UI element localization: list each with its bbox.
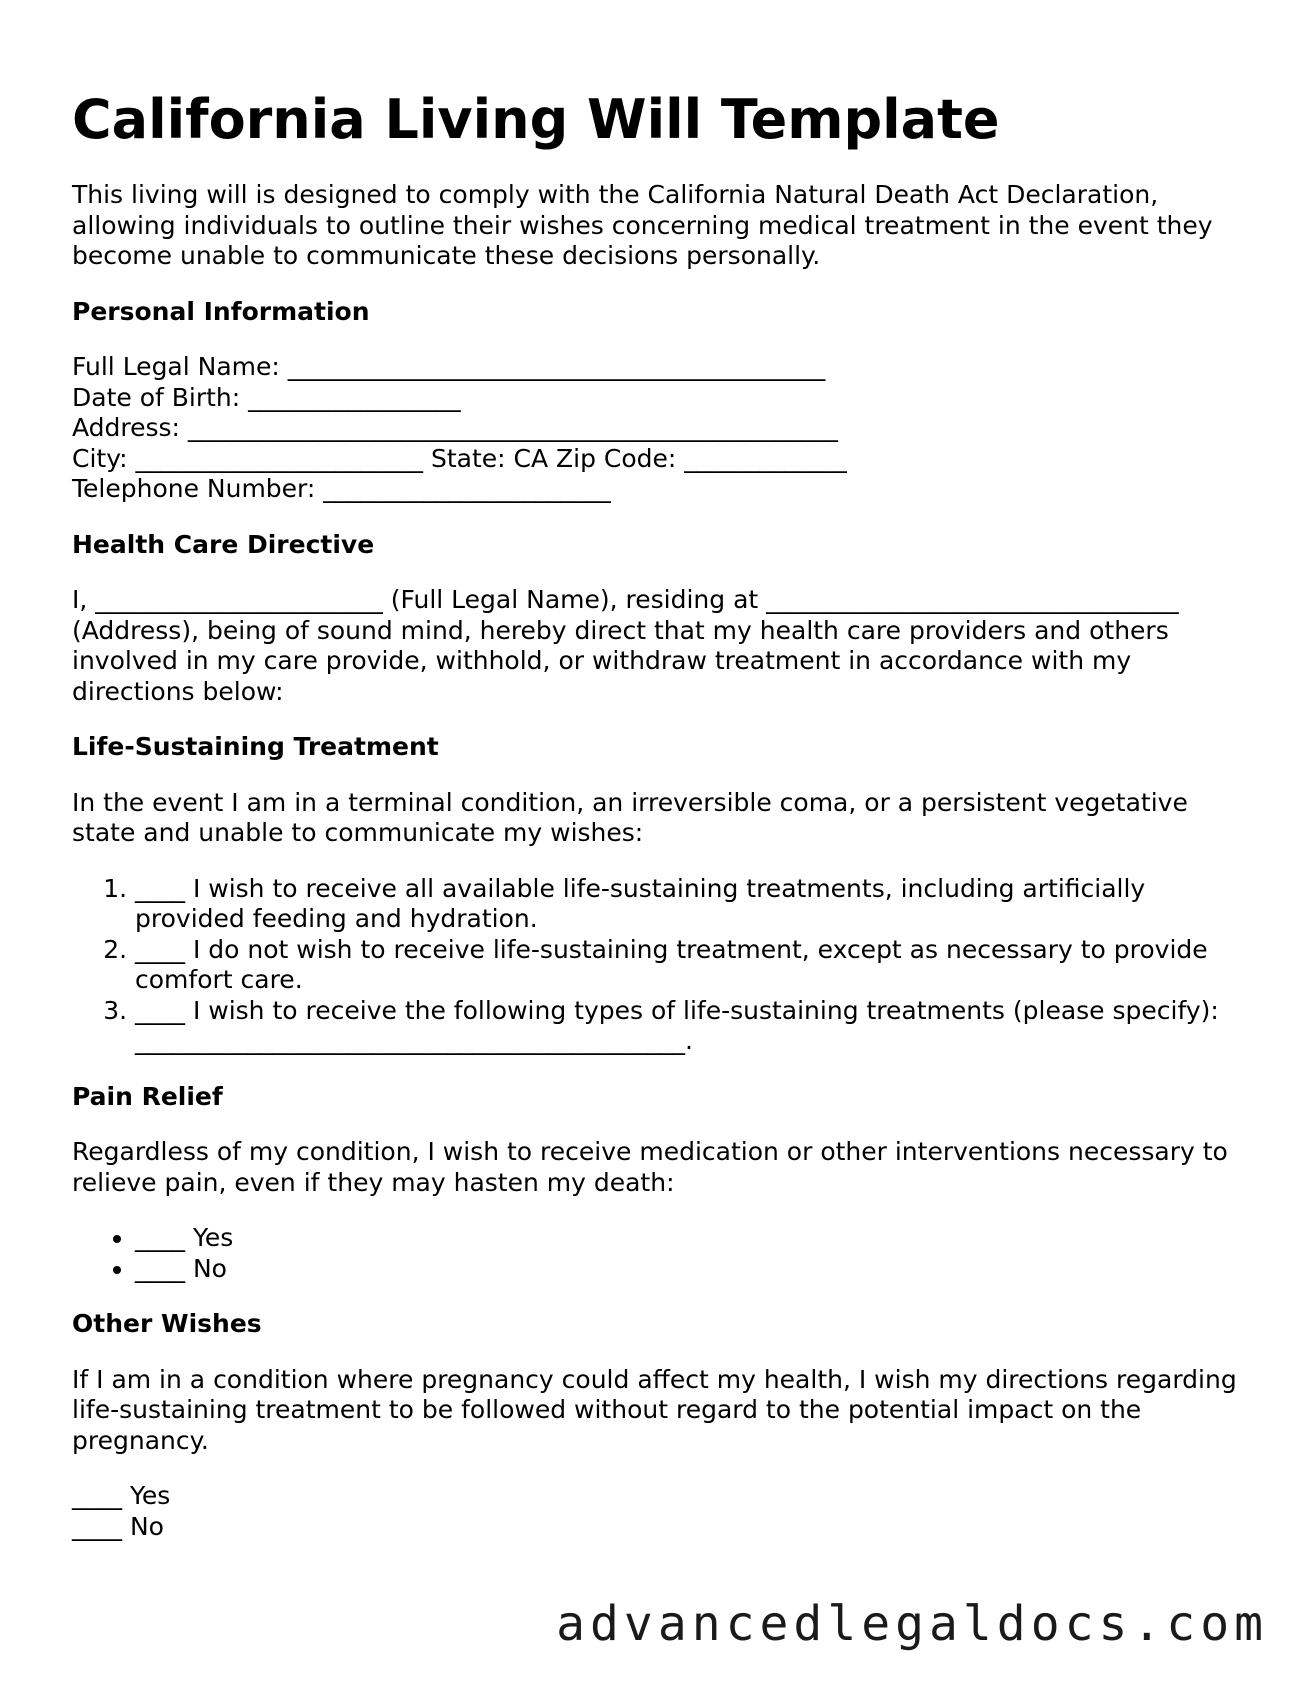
- address-field[interactable]: Address: ____________________________________________________: [72, 413, 838, 442]
- other-wishes-heading: Other Wishes: [72, 1309, 262, 1338]
- full-name-field[interactable]: Full Legal Name: ___________________________________________: [72, 352, 826, 381]
- life-sustaining-option-comfort[interactable]: 2. ____ I do not wish to receive life-sustaining treatment, except as necessary to provide comfort care.: [135, 935, 1242, 996]
- pain-relief-paragraph: Regardless of my condition, I wish to receive medication or other interventions necessary to relieve pain, even if they may hasten my death:: [72, 1137, 1228, 1197]
- document-title: California Living Will Template: [72, 88, 1000, 151]
- pain-relief-yes[interactable]: • ____ Yes: [135, 1223, 1242, 1254]
- life-sustaining-heading: Life-Sustaining Treatment: [72, 732, 439, 761]
- city-state-zip-field[interactable]: City: _______________________ State: CA Zip Code: _____________: [72, 443, 847, 473]
- life-sustaining-options: [72, 874, 1242, 1057]
- pain-relief-heading: Pain Relief: [72, 1081, 223, 1111]
- pain-relief-no[interactable]: • ____ No: [135, 1254, 1242, 1285]
- pain-relief-options: [72, 1223, 1242, 1284]
- life-sustaining-paragraph: In the event I am in a terminal condition, an irreversible coma, or a persistent vegetative state and unable to communicate my wishes:: [72, 787, 1188, 847]
- telephone-field[interactable]: Telephone Number: _______________________: [72, 474, 611, 503]
- other-wishes-options: [72, 1481, 1242, 1542]
- other-wishes-yes[interactable]: ____ Yes: [72, 1481, 171, 1510]
- directive-heading: Health Care Directive: [72, 529, 375, 559]
- directive-paragraph: I, _______________________ (Full Legal Name), residing at _________________________________ (Address), being of sound mind, hereby direct that my health care providers and others involved in my care provide, withhold, or withdraw treatment in accordance with my directions below:: [72, 585, 1179, 706]
- intro-paragraph: This living will is designed to comply with the California Natural Death Act Declaration, allowing individuals to outline their wishes concerning medical treatment in the event they become unable to communicate these decisions personally.: [72, 180, 1213, 270]
- other-wishes-no[interactable]: ____ No: [72, 1511, 164, 1541]
- other-wishes-paragraph: If I am in a condition where pregnancy could affect my health, I wish my directions regarding life-sustaining treatment to be followed without regard to the potential impact on the pregnancy.: [72, 1364, 1237, 1455]
- personal-info-fields: [72, 352, 1242, 505]
- dob-field[interactable]: Date of Birth: _________________: [72, 382, 461, 412]
- life-sustaining-option-all[interactable]: 1. ____ I wish to receive all available life-sustaining treatments, including artificially provided feeding and hydration.: [135, 874, 1242, 935]
- personal-info-heading: Personal Information: [72, 296, 370, 326]
- site-watermark: advancedlegaldocs.com: [556, 1596, 1268, 1652]
- document-page: [72, 86, 1242, 1542]
- life-sustaining-option-specify[interactable]: 3. ____ I wish to receive the following types of life-sustaining treatments (please specify): ____________________________________________.: [135, 996, 1242, 1057]
